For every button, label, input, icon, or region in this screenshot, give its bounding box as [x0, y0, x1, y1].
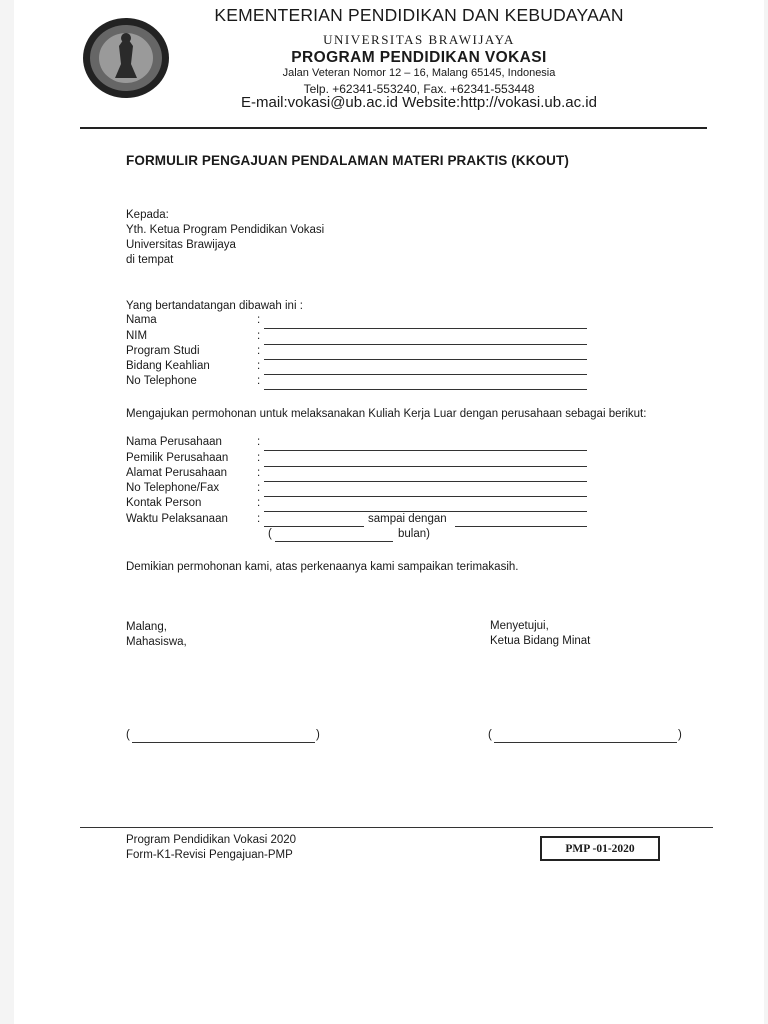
field-label-nama-perusahaan: Nama Perusahaan [126, 436, 222, 448]
field-label-kontak-person: Kontak Person [126, 497, 202, 509]
field-colon: : [257, 330, 261, 342]
footer-line-2: Form-K1-Revisi Pengajuan-PMP [126, 849, 293, 861]
form-code-box: PMP -01-2020 [540, 836, 660, 861]
address-line: Jalan Veteran Nomor 12 – 16, Malang 65145, Indonesia [282, 67, 556, 79]
field-label-nim: NIM [126, 330, 148, 342]
start-date-field[interactable] [264, 526, 364, 527]
right-sign-place: Menyetujui, [490, 620, 549, 632]
field-colon: : [257, 345, 261, 357]
field-colon: : [257, 375, 261, 387]
field-colon: : [257, 482, 261, 494]
student-signature-field[interactable] [132, 742, 315, 743]
recipient-line: Universitas Brawijaya [126, 239, 236, 251]
program-heading: PROGRAM PENDIDIKAN VOKASI [291, 49, 547, 66]
field-label-nama: Nama [126, 314, 157, 326]
left-sign-place: Malang, [126, 621, 167, 633]
approver-signature-field[interactable] [494, 742, 677, 743]
kontak-person-field[interactable] [264, 511, 587, 512]
field-label-waktu-pelaksanaan: Waktu Pelaksanaan [126, 513, 228, 525]
field-colon: : [257, 436, 261, 448]
nim-field[interactable] [264, 344, 587, 345]
ministry-heading: KEMENTERIAN PENDIDIKAN DAN KEBUDAYAAN [214, 5, 624, 25]
footer-divider [80, 827, 713, 828]
field-colon: : [257, 497, 261, 509]
right-sign-role: Ketua Bidang Minat [490, 635, 591, 647]
duration-field[interactable] [275, 541, 393, 542]
program-studi-field[interactable] [264, 359, 587, 360]
nama-perusahaan-field[interactable] [264, 450, 587, 451]
field-label-no-telephone-fax: No Telephone/Fax [126, 482, 220, 494]
header-divider [80, 127, 707, 129]
no-telephone-fax-field[interactable] [264, 496, 587, 497]
sampai-label: sampai dengan [368, 513, 447, 525]
field-colon: : [257, 513, 261, 525]
document-page [14, 0, 764, 1024]
alamat-perusahaan-field[interactable] [264, 481, 587, 482]
field-label-pemilik-perusahaan: Pemilik Perusahaan [126, 452, 229, 464]
recipient-line: Yth. Ketua Program Pendidikan Vokasi [126, 224, 325, 236]
field-label-bidang-keahlian: Bidang Keahlian [126, 360, 210, 372]
no-telephone-field[interactable] [264, 389, 587, 390]
university-heading: UNIVERSITAS BRAWIJAYA [323, 32, 515, 47]
signature-paren-right: ) [316, 729, 320, 741]
signature-paren-right: ) [678, 729, 682, 741]
field-colon: : [257, 452, 261, 464]
left-sign-role: Mahasiswa, [126, 636, 187, 648]
footer-line-1: Program Pendidikan Vokasi 2020 [126, 834, 297, 846]
recipient-line: di tempat [126, 254, 174, 266]
signature-paren-left: ( [488, 729, 492, 741]
intro-text: Yang bertandatangan dibawah ini : [126, 300, 303, 312]
field-label-no-telephone: No Telephone [126, 375, 197, 387]
recipient-line: Kepada: [126, 209, 169, 221]
pemilik-perusahaan-field[interactable] [264, 466, 587, 467]
bulan-label: bulan) [398, 528, 430, 540]
bidang-keahlian-field[interactable] [264, 374, 587, 375]
closing-text: Demikian permohonan kami, atas perkenaanya kami sampaikan terimakasih. [126, 561, 519, 573]
duration-open-paren: ( [268, 528, 272, 540]
field-label-alamat-perusahaan: Alamat Perusahaan [126, 467, 228, 479]
end-date-field[interactable] [455, 526, 587, 527]
request-text: Mengajukan permohonan untuk melaksanakan Kuliah Kerja Luar dengan perusahaan sebagai berikut: [126, 408, 647, 420]
signature-paren-left: ( [126, 729, 130, 741]
field-label-program-studi: Program Studi [126, 345, 200, 357]
phone-line: Telp. +62341-553240, Fax. +62341-553448 [303, 82, 535, 96]
nama-field[interactable] [264, 328, 587, 329]
contact-line: E-mail:vokasi@ub.ac.id Website:http://vokasi.ub.ac.id [241, 94, 597, 111]
field-colon: : [257, 360, 261, 372]
field-colon: : [257, 467, 261, 479]
field-colon: : [257, 314, 261, 326]
university-seal-icon [81, 16, 171, 100]
form-title: FORMULIR PENGAJUAN PENDALAMAN MATERI PRAKTIS (KKOUT) [126, 153, 569, 168]
